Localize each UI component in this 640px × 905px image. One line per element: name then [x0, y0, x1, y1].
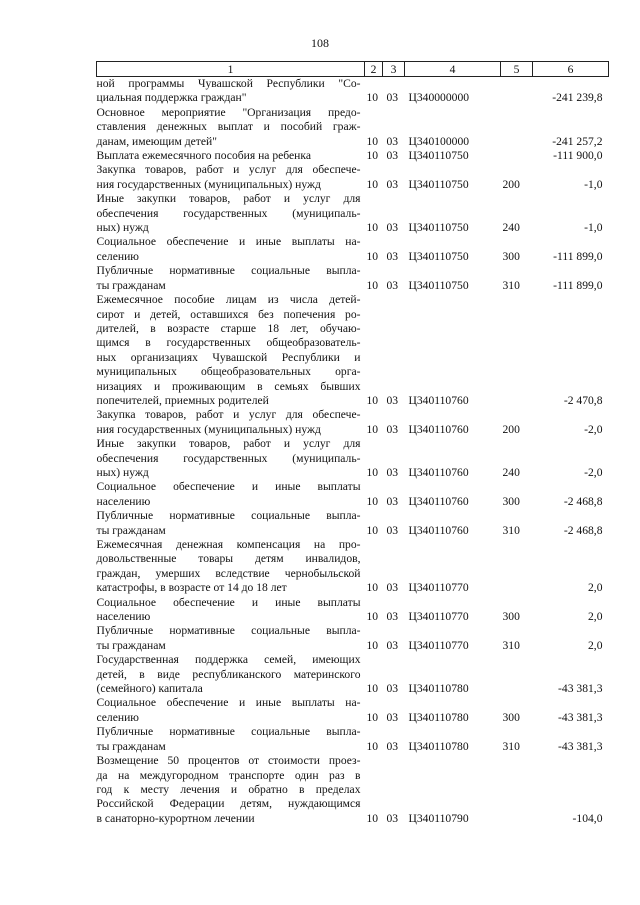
row-name	[97, 408, 365, 437]
row-amount: -2 468,8	[563, 523, 603, 537]
row-section: 10	[366, 91, 379, 105]
row-name-line: в санаторно-курортном лечении	[96, 811, 255, 825]
row-amount: -104,0	[572, 811, 603, 825]
row-name-line: дителей, в возрасте старше 18 лет, обучаю-	[96, 321, 361, 335]
row-section: 10	[366, 149, 379, 163]
row-name	[97, 596, 365, 625]
row-name-line: детей, в виде республиканского материнского	[96, 667, 361, 681]
row-amount: -111 899,0	[553, 278, 603, 292]
row-expense-type	[501, 293, 533, 408]
row-subsection: 03	[386, 739, 399, 753]
row-subsection: 03	[386, 91, 399, 105]
row-name-line: довольственные товары детям инвалидов,	[96, 552, 361, 566]
table-row	[97, 596, 609, 625]
row-amount: -2,0	[584, 422, 603, 436]
row-target-item: Ц340110770	[408, 638, 469, 652]
row-name-line: катастрофы, в возрасте от 14 до 18 лет	[96, 581, 287, 595]
table-header-row	[97, 62, 609, 77]
row-target-item: Ц340110750	[408, 249, 469, 263]
row-target-item: Ц340110760	[408, 523, 469, 537]
row-section: 10	[366, 422, 379, 436]
row-target-item: Ц340110750	[408, 278, 469, 292]
row-name	[97, 293, 365, 408]
row-name-line: Закупка товаров, работ и услуг для обеспече-	[96, 408, 361, 422]
row-expense-type	[501, 77, 533, 106]
row-name-line: Государственная поддержка семей, имеющих	[96, 653, 361, 667]
row-section: 10	[366, 610, 379, 624]
row-expense-type	[501, 653, 533, 696]
row-name-line: Социальное обеспечение и иные выплаты на-	[96, 696, 361, 710]
row-name-line: Закупка товаров, работ и услуг для обеспече-	[96, 163, 361, 177]
row-name-line: населению	[96, 494, 151, 508]
row-name-line: селению	[96, 249, 139, 263]
row-subsection: 03	[386, 393, 399, 407]
row-amount: -2 470,8	[563, 393, 603, 407]
row-subsection: 03	[386, 638, 399, 652]
row-target-item: Ц340100000	[408, 134, 470, 148]
row-section: 10	[366, 393, 379, 407]
table-row	[97, 624, 609, 653]
row-name	[97, 163, 365, 192]
row-name-line: ния государственных (муниципальных) нужд	[96, 177, 321, 191]
row-amount: -111 899,0	[553, 249, 603, 263]
row-target-item: Ц340110770	[408, 581, 469, 595]
row-amount: -1,0	[584, 177, 603, 191]
header-col-1: 1	[97, 62, 365, 77]
header-col-4: 4	[405, 62, 501, 77]
row-name-line: Иные закупки товаров, работ и услуг для	[96, 437, 361, 451]
row-subsection: 03	[386, 134, 399, 148]
row-expense-type	[501, 754, 533, 826]
row-name-line: ных) нужд	[96, 221, 149, 235]
row-amount: -1,0	[584, 221, 603, 235]
row-expense-type	[501, 149, 533, 163]
row-name-line: (семейного) капитала	[96, 682, 203, 696]
row-name-line: Социальное обеспечение и иные выплаты на-	[96, 235, 361, 249]
row-expense-type: 310	[502, 278, 520, 292]
row-name-line: ты гражданам	[96, 739, 166, 753]
row-name	[97, 624, 365, 653]
row-section: 10	[366, 177, 379, 191]
row-name-line: низациях и проживающим в семьях бывших	[96, 379, 361, 393]
row-subsection: 03	[386, 710, 399, 724]
row-section: 10	[366, 134, 379, 148]
row-name-line: Ежемесячная денежная компенсация на про-	[96, 538, 361, 551]
row-section: 10	[366, 638, 379, 652]
row-target-item: Ц340110760	[408, 422, 469, 436]
row-name-line: попечителей, приемных родителей	[96, 393, 269, 407]
row-name-line: Основное мероприятие "Организация предо-	[96, 105, 361, 119]
row-name-line: ния государственных (муниципальных) нужд	[96, 422, 321, 436]
table-row	[97, 192, 609, 235]
row-name	[97, 725, 365, 754]
row-name	[97, 538, 365, 596]
row-subsection: 03	[386, 581, 399, 595]
row-target-item: Ц340110780	[408, 682, 469, 696]
row-target-item: Ц340110760	[408, 393, 469, 407]
row-expense-type: 200	[502, 177, 520, 191]
row-name-line: селению	[96, 710, 139, 724]
row-name	[97, 696, 365, 725]
row-name-line: Публичные нормативные социальные выпла-	[96, 725, 361, 739]
row-name-line: Публичные нормативные социальные выпла-	[96, 509, 361, 523]
header-col-5: 5	[501, 62, 533, 77]
row-section: 10	[366, 249, 379, 263]
row-target-item: Ц340110790	[408, 811, 469, 825]
row-amount: -241 257,2	[552, 134, 603, 148]
row-name	[97, 480, 365, 509]
row-expense-type: 300	[502, 710, 520, 724]
row-subsection: 03	[386, 465, 399, 479]
row-name	[97, 149, 365, 163]
row-amount: -2,0	[584, 465, 603, 479]
row-section: 10	[366, 494, 379, 508]
row-name-line: Выплата ежемесячного пособия на ребенка	[96, 149, 311, 163]
page-number: 108	[311, 36, 329, 50]
row-target-item: Ц340110760	[408, 465, 469, 479]
row-name-line: Возмещение 50 процентов от стоимости проез-	[96, 754, 361, 768]
row-name	[97, 77, 365, 106]
row-target-item: Ц340110780	[408, 710, 469, 724]
row-name-line: Социальное обеспечение и иные выплаты	[96, 595, 361, 609]
row-subsection: 03	[386, 682, 399, 696]
row-expense-type: 200	[502, 422, 520, 436]
row-name	[97, 106, 365, 149]
row-name-line: данам, имеющим детей"	[96, 134, 217, 148]
row-name-line: Социальное обеспечение и иные выплаты	[96, 480, 361, 494]
row-name-line: ставления денежных выплат и пособий граж-	[96, 120, 361, 134]
row-name-line: Публичные нормативные социальные выпла-	[96, 264, 361, 278]
row-amount: -241 239,8	[552, 91, 603, 105]
row-name-line: ных организациях Чувашской Республики и	[96, 350, 361, 364]
row-name-line: сирот и детей, оставшихся без попечения ро-	[96, 307, 361, 321]
row-target-item: Ц340110750	[408, 221, 469, 235]
row-name	[97, 437, 365, 480]
row-amount: -2 468,8	[563, 494, 603, 508]
budget-table	[96, 61, 609, 826]
row-amount: -43 381,3	[558, 710, 603, 724]
table-row	[97, 408, 609, 437]
row-target-item: Ц340110770	[408, 610, 469, 624]
header-col-3: 3	[383, 62, 405, 77]
row-target-item: Ц340000000	[408, 91, 470, 105]
row-section: 10	[366, 523, 379, 537]
row-subsection: 03	[386, 149, 399, 163]
row-expense-type: 310	[502, 739, 520, 753]
row-expense-type: 300	[502, 249, 520, 263]
table-row	[97, 77, 609, 106]
table-row	[97, 509, 609, 538]
row-section: 10	[366, 811, 379, 825]
row-subsection: 03	[386, 494, 399, 508]
row-expense-type: 240	[502, 465, 520, 479]
row-name-line: ных) нужд	[96, 465, 149, 479]
row-name	[97, 653, 365, 696]
row-subsection: 03	[386, 249, 399, 263]
row-expense-type: 240	[502, 221, 520, 235]
row-subsection: 03	[386, 177, 399, 191]
row-section: 10	[366, 278, 379, 292]
row-amount: 2,0	[588, 638, 603, 652]
row-name-line: циальная поддержка граждан"	[96, 91, 247, 105]
row-expense-type	[501, 106, 533, 149]
row-name	[97, 235, 365, 264]
row-name	[97, 192, 365, 235]
row-section: 10	[366, 682, 379, 696]
row-target-item: Ц340110750	[408, 149, 469, 163]
table-row	[97, 264, 609, 293]
table-row	[97, 653, 609, 696]
row-expense-type: 300	[502, 494, 520, 508]
table-row	[97, 480, 609, 509]
row-name	[97, 509, 365, 538]
row-name-line: да на междугородном транспорте один раз в	[96, 768, 361, 782]
row-subsection: 03	[386, 221, 399, 235]
table-row	[97, 696, 609, 725]
row-name-line: щимся в государственных общеобразователь-	[96, 336, 361, 350]
row-target-item: Ц340110760	[408, 494, 469, 508]
row-name	[97, 264, 365, 293]
row-name-line: обеспечения государственных (муниципаль-	[96, 451, 361, 465]
header-col-6: 6	[533, 62, 609, 77]
row-name-line: ты гражданам	[96, 638, 166, 652]
row-subsection: 03	[386, 422, 399, 436]
row-name-line: ты гражданам	[96, 523, 166, 537]
row-expense-type	[501, 538, 533, 596]
row-section: 10	[366, 465, 379, 479]
table-row	[97, 725, 609, 754]
row-name-line: год к месту лечения и обратно в пределах	[96, 782, 361, 796]
header-col-2: 2	[365, 62, 383, 77]
row-subsection: 03	[386, 811, 399, 825]
row-amount: -43 381,3	[558, 739, 603, 753]
row-amount: 2,0	[588, 610, 603, 624]
table-row	[97, 235, 609, 264]
row-name-line: граждан, умерших вследствие чернобыльской	[96, 566, 361, 580]
row-name	[97, 754, 365, 826]
row-subsection: 03	[386, 523, 399, 537]
row-name-line: Ежемесячное пособие лицам из числа детей-	[96, 293, 361, 307]
row-name-line: обеспечения государственных (муниципаль-	[96, 206, 361, 220]
row-target-item: Ц340110780	[408, 739, 469, 753]
table-row	[97, 437, 609, 480]
row-expense-type: 300	[502, 610, 520, 624]
table-row	[97, 293, 609, 408]
table-row	[97, 538, 609, 596]
row-subsection: 03	[386, 278, 399, 292]
table-row	[97, 106, 609, 149]
row-expense-type: 310	[502, 638, 520, 652]
table-body	[97, 77, 609, 827]
row-name-line: населению	[96, 610, 151, 624]
row-amount: -111 900,0	[553, 149, 603, 163]
row-amount: 2,0	[588, 581, 603, 595]
row-target-item: Ц340110750	[408, 177, 469, 191]
row-section: 10	[366, 221, 379, 235]
row-section: 10	[366, 710, 379, 724]
row-expense-type: 310	[502, 523, 520, 537]
row-name-line: ты гражданам	[96, 278, 166, 292]
table-row	[97, 163, 609, 192]
row-section: 10	[366, 581, 379, 595]
row-name-line: ной программы Чувашской Республики "Со-	[96, 77, 361, 90]
row-name-line: Иные закупки товаров, работ и услуг для	[96, 192, 361, 206]
row-name-line: муниципальных общеобразовательных орга-	[96, 365, 361, 379]
table-row	[97, 754, 609, 826]
row-subsection: 03	[386, 610, 399, 624]
row-section: 10	[366, 739, 379, 753]
row-name-line: Публичные нормативные социальные выпла-	[96, 624, 361, 638]
row-amount: -43 381,3	[558, 682, 603, 696]
row-name-line: Российской Федерации детям, нуждающимся	[96, 797, 361, 811]
table-row	[97, 149, 609, 163]
